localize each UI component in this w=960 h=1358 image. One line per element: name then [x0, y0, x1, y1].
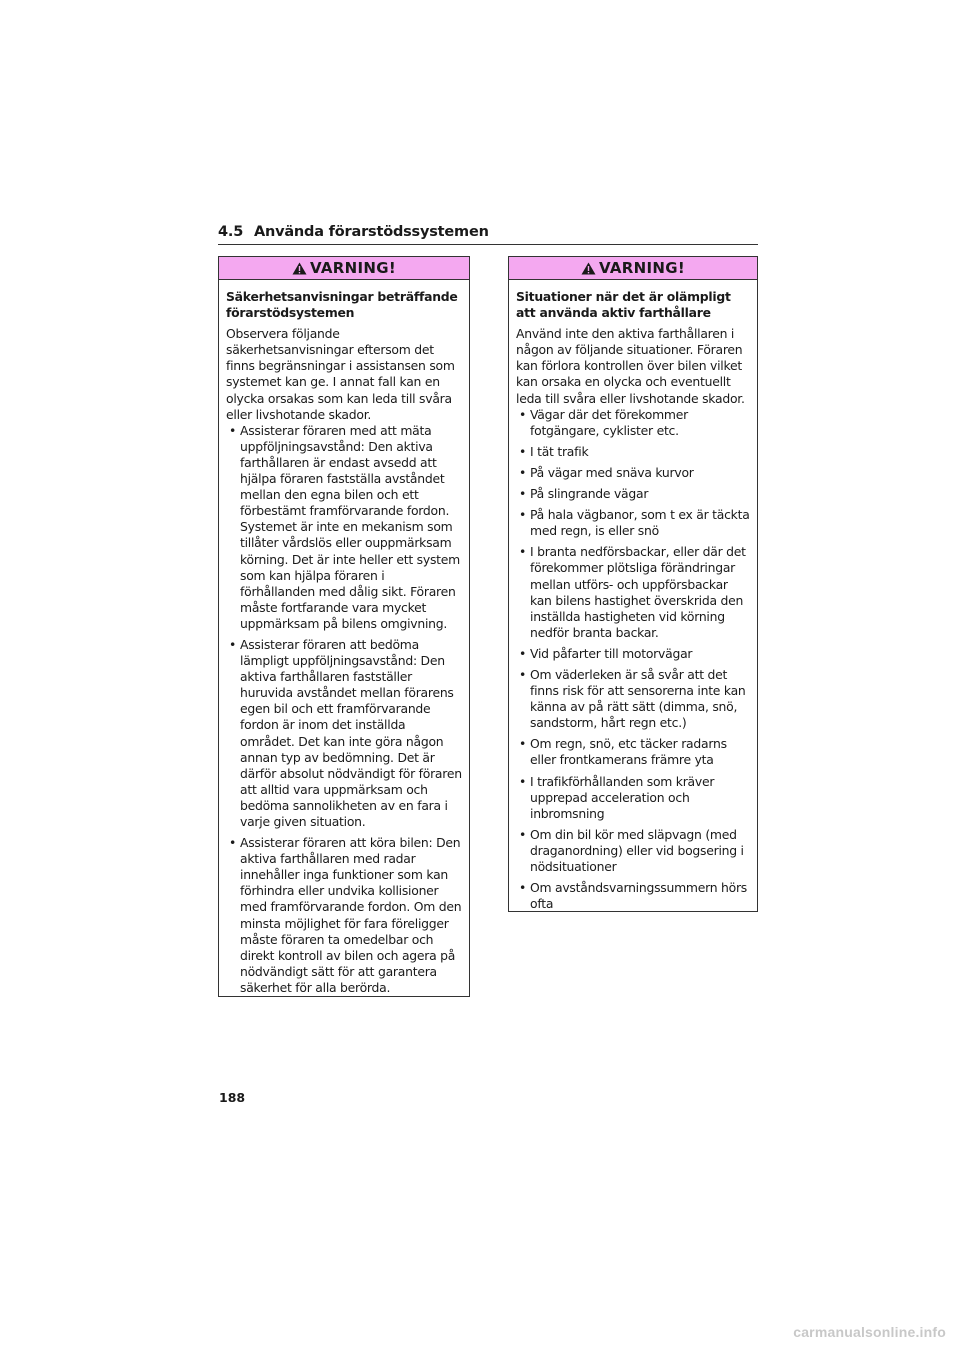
list-item: • Om din bil kör med släpvagn (med draganordning) eller vid bogsering i nödsituationer	[516, 827, 750, 875]
list-item: • I tät trafik	[516, 444, 750, 460]
warning-title: Situationer när det är olämpligt att använda aktiv farthållare	[516, 289, 731, 321]
warning-triangle-icon	[581, 262, 596, 275]
page-number: 188	[219, 1090, 246, 1105]
list-item: • Assisterar föraren att köra bilen: Den aktiva farthållaren med radar innehåller inga funktioner som kan förhindra eller undvika kollisioner med framförvarande fordon. Om den minsta möjlighet för fara föreligger måste föraren ta omedelbar och direkt kontroll av bilen och agera på nödvändigt sätt för att garantera säkerhet för alla berörda.	[226, 835, 462, 996]
watermark[interactable]: carmanualsonline.info	[793, 1324, 946, 1340]
warning-title: Säkerhetsanvisningar beträffande förarstödsystemen	[226, 289, 458, 321]
warning-label: VARNING!	[310, 259, 396, 277]
warning-box-safety	[218, 256, 470, 997]
list-item: • Vid påfarter till motorvägar	[516, 646, 750, 662]
warning-box-situations	[508, 256, 758, 912]
list-item: • På hala vägbanor, som t ex är täckta med regn, is eller snö	[516, 507, 750, 539]
warning-label: VARNING!	[599, 259, 685, 277]
list-item: • Om väderleken är så svår att det finns risk för att sensorerna inte kan känna av på rätt sätt (dimma, snö, sandstorm, hårt regn etc.)	[516, 667, 750, 731]
list-item: • På slingrande vägar	[516, 486, 750, 502]
section-title: Använda förarstödssystemen	[253, 224, 489, 240]
list-item: • I trafikförhållanden som kräver upprepad acceleration och inbromsning	[516, 774, 750, 822]
section-header	[218, 224, 758, 245]
warning-list	[226, 423, 462, 996]
list-item: • Vägar där det förekommer fotgängare, cyklister etc.	[516, 407, 750, 439]
warning-header	[219, 257, 469, 280]
warning-intro: Observera följande säkerhetsanvisningar eftersom det finns begränsningar i assistansen som systemet kan ge. I annat fall kan en olycka orsakas som kan leda till svåra eller livshotande skador.	[226, 326, 455, 422]
list-item: • Assisterar föraren med att mäta uppföljningsavstånd: Den aktiva farthållaren är endast avsedd att hjälpa föraren fastställa avståndet mellan den egna bilen och ett förbestämt framförvarande fordon. Systemet är inte en mekanism som tillåter vårdslös eller ouppmärksam körning. Det är inte heller ett system som kan hjälpa föraren i förhållanden med dålig sikt. Föraren måste fortfarande vara mycket uppmärksam på bilens omgivning.	[226, 423, 462, 632]
list-item: • Om avståndsvarningssummern hörs ofta	[516, 880, 750, 912]
warning-header	[509, 257, 757, 280]
warning-intro: Använd inte den aktiva farthållaren i någon av följande situationer. Föraren kan förlora kontrollen över bilen vilket kan orsaka en olycka och eventuellt leda till svåra eller livshotande skador.	[516, 326, 745, 406]
warning-list	[516, 407, 750, 913]
list-item: • På vägar med snäva kurvor	[516, 465, 750, 481]
warning-triangle-icon	[292, 262, 307, 275]
list-item: • Om regn, snö, etc täcker radarns eller frontkamerans främre yta	[516, 736, 750, 768]
section-number: 4.5	[218, 224, 244, 240]
list-item: • Assisterar föraren att bedöma lämpligt uppföljningsavstånd: Den aktiva farthållaren fastställer huruvida avståndet mellan förarens egen bil och ett framförvarande fordon är inom det inställda området. Det kan inte göra någon annan typ av bedömning. Det är därför absolut nödvändigt för föraren att alltid vara uppmärksam och bedöma sannolikheten av en fara i varje given situation.	[226, 637, 462, 830]
list-item: • I branta nedförsbackar, eller där det förekommer plötsliga förändringar mellan utförs- och uppförsbackar kan bilens hastighet överskrida den inställda hastigheten vid körning nedför branta backar.	[516, 544, 750, 641]
